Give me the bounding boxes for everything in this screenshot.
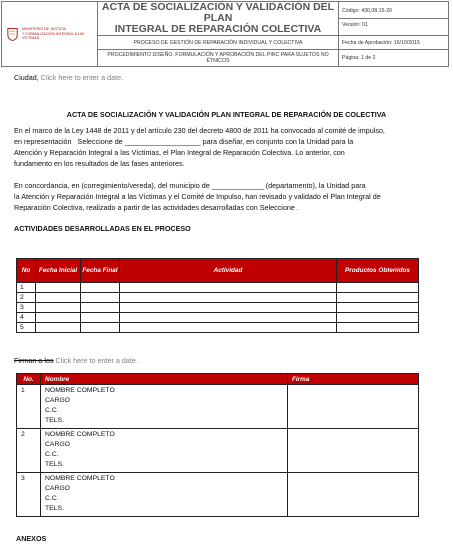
signer-id: C.C.: [45, 451, 59, 458]
row-number: 1: [17, 283, 36, 293]
logo-line-1: MINISTERIO DE JUSTICIA: [22, 27, 66, 32]
col-header-no: No.: [17, 374, 41, 385]
row-number: 3: [17, 303, 36, 313]
signer-id: C.C.: [45, 407, 59, 414]
coat-of-arms-icon: [6, 26, 19, 42]
procedure-text: PROCEDIMIENTO DISEÑO, FORMULACIÓN Y APROBACIÓN DEL PIRC PARA SUJETOS NO ÉTNICOS: [98, 50, 339, 67]
start-date-cell[interactable]: [36, 283, 81, 293]
row-number: 2: [17, 429, 41, 473]
table-row: [17, 303, 419, 313]
signers-date-line: [14, 355, 140, 366]
activity-cell[interactable]: [120, 313, 337, 323]
row-number: 3: [17, 473, 41, 517]
start-date-cell[interactable]: [36, 313, 81, 323]
paragraph-1-line-4: fundamento en los resultados de las fases anteriores.: [14, 159, 185, 168]
signer-info-cell[interactable]: [41, 473, 288, 517]
signer-full-name: NOMBRE COMPLETO: [45, 387, 115, 394]
table-row: [17, 429, 419, 473]
activity-cell[interactable]: [120, 323, 337, 333]
city-date-line: [14, 72, 123, 83]
activity-cell[interactable]: [120, 293, 337, 303]
logo-cell: [2, 2, 98, 67]
signers-label: Firman a los: [14, 356, 54, 365]
paragraph-1-line-1: En el marco de la Ley 1448 de 2011 y del artículo 230 del decreto 4800 de 2011 ha convocado al comité de impulso,: [14, 126, 385, 135]
products-cell[interactable]: [337, 283, 419, 293]
col-header-signature: Firma: [288, 374, 419, 385]
signer-info-cell[interactable]: [41, 429, 288, 473]
city-label: Ciudad,: [14, 73, 39, 82]
header-title-line-2: INTEGRAL DE REPARACIÓN COLECTIVA: [114, 23, 322, 35]
paragraph-1: [14, 125, 439, 169]
signer-phone: TELS.: [45, 505, 64, 512]
start-date-cell[interactable]: [36, 293, 81, 303]
row-number: 2: [17, 293, 36, 303]
table-row: [17, 313, 419, 323]
signature-cell[interactable]: [288, 429, 419, 473]
code-cell: [339, 2, 449, 36]
col-header-start-date: Fecha Inicial: [36, 259, 81, 283]
start-date-cell[interactable]: [36, 323, 81, 333]
table-row: [17, 473, 419, 517]
table-row: [17, 385, 419, 429]
activity-cell[interactable]: [120, 303, 337, 313]
signer-position: CARGO: [45, 397, 70, 404]
signer-phone: TELS.: [45, 461, 64, 468]
signer-phone: TELS.: [45, 417, 64, 424]
col-header-activity: Actividad: [120, 259, 337, 283]
paragraph-2-line-3: Reparación Colectiva, realizado a partir de las actividades desarrolladas con Seleccione .: [14, 203, 299, 212]
row-number: 5: [17, 323, 36, 333]
end-date-cell[interactable]: [81, 303, 120, 313]
paragraph-2: [14, 180, 439, 213]
activities-heading: ACTIVIDADES DESARROLLADAS EN EL PROCESO: [14, 224, 191, 233]
signer-full-name: NOMBRE COMPLETO: [45, 431, 115, 438]
selection-dropdown[interactable]: Seleccione de: [77, 137, 123, 146]
end-date-cell[interactable]: [81, 283, 120, 293]
start-date-cell[interactable]: [36, 303, 81, 313]
paragraph-2-line-2: la Atención y Reparación Integral a las Víctimas y el Comité de Impulso, han revisado y validado el Plan Integral de: [14, 192, 381, 201]
signature-cell[interactable]: [288, 473, 419, 517]
table-row: [17, 293, 419, 303]
signer-info-cell[interactable]: [41, 385, 288, 429]
signer-full-name: NOMBRE COMPLETO: [45, 475, 115, 482]
annexes-heading: ANEXOS: [16, 534, 47, 543]
activities-table: [16, 258, 419, 333]
signers-date-picker[interactable]: Click here to enter a date .: [55, 356, 140, 365]
activity-cell[interactable]: [120, 283, 337, 293]
products-cell[interactable]: [337, 293, 419, 303]
signer-position: CARGO: [45, 441, 70, 448]
code-text: Código: 430,08,15-20: [339, 5, 448, 19]
signer-position: CARGO: [45, 485, 70, 492]
date-picker-field[interactable]: Click here to enter a date.: [40, 73, 124, 82]
table-row: [17, 283, 419, 293]
products-cell[interactable]: [337, 323, 419, 333]
paragraph-2-line-1: En concordancia, en (corregimiento/vereda), del municipio de _____________ (departamento), la Unidad para: [14, 181, 366, 190]
table-row: [17, 323, 419, 333]
signers-table: [16, 373, 419, 517]
products-cell[interactable]: [337, 303, 419, 313]
approval-date-text: Fecha de Aprobación: 16/10/2015: [339, 36, 449, 50]
logo-text: [22, 27, 97, 41]
version-text: Versión: 01: [342, 22, 368, 28]
col-header-name: Nombre: [41, 374, 288, 385]
row-number: 4: [17, 313, 36, 323]
end-date-cell[interactable]: [81, 293, 120, 303]
end-date-cell[interactable]: [81, 313, 120, 323]
col-header-products: Productos Obtenidos: [337, 259, 419, 283]
document-title-cell: [98, 2, 339, 36]
process-text: PROCESO DE GESTIÓN DE REPARACIÓN INDIVIDUAL Y COLECTIVA: [98, 36, 339, 50]
paragraph-1-line-3: Atención y Reparación Integral a las Víctimas, el Plan Integral de Reparación Colectiva. Lo anterior, con: [14, 148, 345, 157]
col-header-end-date: Fecha Final: [81, 259, 120, 283]
logo-line-2: Y FORMALIZACIÓN INTEGRAL A LAS VÍCTIMAS: [22, 31, 85, 41]
document-header: [1, 1, 449, 67]
paragraph-1-line-2: en representación Seleccione de ___________________ para diseñar, en conjunto con la Unidad para la: [14, 137, 354, 146]
signer-id: C.C.: [45, 495, 59, 502]
page-number-text: Página: 1 de 2: [339, 50, 449, 67]
signature-cell[interactable]: [288, 385, 419, 429]
row-number: 1: [17, 385, 41, 429]
col-header-no: No: [17, 259, 36, 283]
header-title-line-1: ACTA DE SOCIALIZACIÓN Y VALIDACIÓN DEL PLAN: [101, 1, 335, 24]
document-title: ACTA DE SOCIALIZACIÓN Y VALIDACIÓN PLAN INTEGRAL DE REPARACIÓN DE COLECTIVA: [66, 110, 387, 119]
products-cell[interactable]: [337, 313, 419, 323]
end-date-cell[interactable]: [81, 323, 120, 333]
